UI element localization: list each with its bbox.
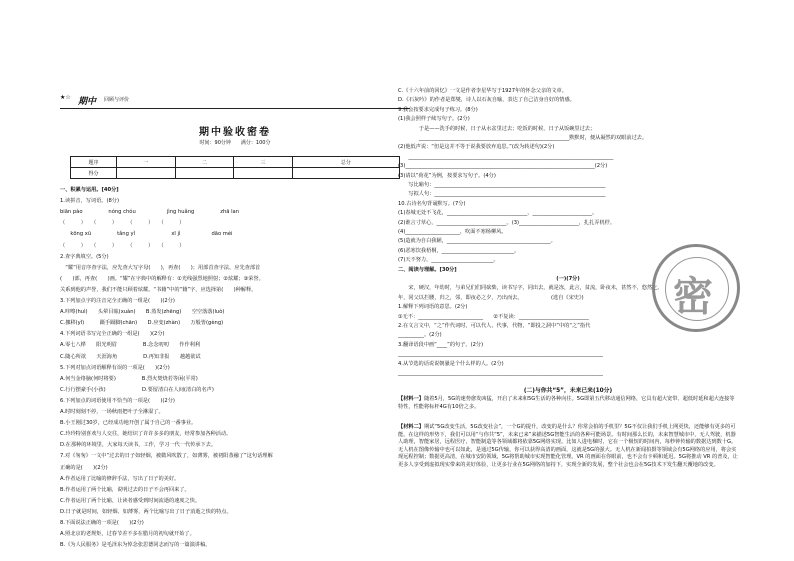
- question-line: B.作者运用了两个比喻，说明过去的日子不会再回来了。: [60, 486, 190, 493]
- question-line: 8.下面说法正确的一项是( )(2分): [60, 520, 144, 526]
- score-input[interactable]: [234, 168, 293, 179]
- section-heading: 一、积累与运用。[40分]: [60, 187, 119, 193]
- question-line: 1.读拼音，写词语。(8分): [60, 198, 119, 205]
- question-line: A.何当金络脑(何时将要) B.烈火焚烧若等闲(平常): [60, 375, 198, 382]
- question-line: C.随心所欲 天涯海角 D.再知非报 越越欲试: [60, 353, 201, 360]
- table-row: [71, 157, 400, 168]
- seal-character: 密: [673, 273, 713, 320]
- question-line: ( )部，再查( )画。“耀”在字典中的解释有：①光线强烈地照射；②炫耀；③荣誉。: [60, 275, 264, 282]
- question-line: biān pào nóng chóu jìng huǎng zhā lan: [60, 209, 239, 216]
- question-line: 关系到他的声誉，我们不能只顾着炫耀。“书籍”中的“籍”字，应选择第( )种解释。: [60, 286, 257, 293]
- table-cell: 二: [175, 157, 234, 168]
- question-line: 3.翻译语段中画“____”的句子。(2分): [398, 341, 484, 348]
- question-line: C.玲玲特别喜欢与人交往，她结识了许许多多的朋友，经常参加各种活动。: [60, 431, 232, 438]
- table-row: [71, 168, 400, 179]
- material-two-text: 期试“5G改变生活，5G改变社会”，一个G的提升，改变的是什么？你常会拍的手机里？5G不仅让我们手机上网更快，还能够有更多的可能。在这样的形势下，我们可以用“与你共“5”，未来已来”来描述5G智能生活的各种可能场景。有时间那么长的，未来智慧城市中，无人驾驶，机器人助理，智能家居，远程医疗，智能制造等各领域都将依靠5G网络实现。比如人进电梯时，它在一个极短的时间内，每秒钟传输的数据达到数十G。无人机在图像传输中也可以如此，是通过5G传输，你可以获得高清的画面，这就是5G的强大。无人机在新闻拍摄等领域会有5G网络的应用，将会实现远程控制；数据更高清，在城市安防领域，5G将帮助城市实现智能化管理。VR 的画面在你眼前，也不会有卡顿和延迟。5G将推动 VR 的普及，让更多人享受到虚拟现实带来的美好体验，让更多行业在5G网络的加持下，实现全新的发展，整个社会也会在5G技术下发生翻天覆地的改变。: [398, 424, 738, 468]
- stars-icon: ★☆: [60, 94, 71, 101]
- question-line: B.小王刚过30岁，已经成功地开创了属于自己的一番事业。: [60, 420, 197, 427]
- question-line: __________________________________________________________默默时，便从凝然的双眼前过去。: [398, 135, 648, 141]
- question-line: __________。(2分): [398, 332, 442, 339]
- question-line: 正确的是( )(2分): [60, 464, 108, 471]
- question-line: 4.从节选的话说说朝骚是个什么样的人。(2分): [398, 360, 504, 367]
- score-input[interactable]: [175, 168, 234, 179]
- question-line: D.《石灰吟》的作者是郑燮，诗人以石灰自喻，表达了自己洁身自好的情感。: [398, 97, 575, 104]
- table-cell: 题序: [71, 157, 117, 168]
- material-two: [398, 424, 738, 470]
- question-line: (1)我会照样子续写句子。(2分): [398, 116, 470, 123]
- question-line: (1)春城无处不飞花，_______________________________，_______________________。: [398, 210, 598, 217]
- table-cell: 一: [117, 157, 176, 168]
- material-two-label: 【材料二】: [398, 424, 424, 430]
- question-line: 年，同父以拦腰，归之，邻，即夜必之夕，乃出而去。 (选自《宋史》): [398, 294, 584, 301]
- question-line: 写拟人句：__________________________________________________________________: [398, 191, 606, 198]
- question-line: 3.下列加点字的注音完全正确的一组是( )(2分): [60, 298, 175, 304]
- question-line: _______________________________________________________________________________: [398, 153, 614, 160]
- question-line: （ ） （ ） （ ） （ ）: [60, 242, 185, 249]
- question-line: A.作者运用了比喻的修辞手法，写出了日子的美好。: [60, 475, 180, 482]
- score-input[interactable]: [292, 168, 399, 179]
- question-line: A.咔嚓(huì) 头晕目眩(xuàn) B.蒸发(zhēng) 空空落落(luò): [60, 309, 225, 316]
- question-line: 2.在文言文中，“之”作代词时，可以代人，代事，代物，“即投之洞中”中的“之”指代: [398, 323, 591, 329]
- question-line: 1.解释下列词语的意思。(2分): [398, 304, 468, 311]
- header-subtitle: 回顾与评价: [104, 97, 130, 103]
- section-heading: 二、阅读与理解。[30分]: [398, 266, 457, 273]
- page-title: 期中验收密卷: [199, 127, 271, 138]
- question-line: (3)_________________________________________________________________________(2分): [398, 163, 608, 170]
- question-line: C.挪移(yǐ) 蹑手蹑脚(chān) D.应变(zhàn) 万般皆(gèng): [60, 320, 224, 327]
- question-line: (6)恶寒饮我梧桐，____________________________。: [398, 247, 520, 254]
- table-cell: 得分: [71, 168, 117, 179]
- question-line: B.《为人民服务》是毛泽东为悼念张思德同志而写的一篇演讲稿。: [60, 542, 211, 549]
- material-one-text: 随着5月，5G的速势愈发凶猛，开启了未来和5G生活的各种向往。5G即第五代移动通信网络，它具有超大宽带、超低时延和超大连接等特性，性能将标杆4G有10倍之多。: [398, 396, 735, 410]
- question-line: 4.下列词语书写完全正确的一组是( )(2分): [60, 331, 165, 338]
- header-band: [60, 93, 190, 107]
- seal-stamp: [652, 244, 740, 332]
- table-cell: 三: [234, 157, 293, 168]
- question-line: C.作者运用了两个比喻，让读者感受到时间流逝的速度之快。: [60, 497, 201, 504]
- question-line: 6.下列加点的词语使用不恰当的一项是( )(2分): [60, 397, 175, 404]
- header-logo: 期中: [78, 97, 97, 107]
- question-line: 9.我会按要求完成句子练习。(8分): [398, 106, 478, 113]
- question-line: _______________________________________________________________________________: [398, 370, 603, 376]
- score-input[interactable]: [117, 168, 176, 179]
- material-one-label: 【材料一】: [398, 396, 424, 402]
- header-divider: [60, 108, 410, 109]
- question-line: (2)他低声说：“但是这并不等于说我要放弃追思。”(改为转述句)(2分): [398, 144, 555, 151]
- question-line: ①无不：_________________________ ②不复读：___________________________: [398, 313, 589, 320]
- question-line: C.行行摆豪手(小孩) D.要留清白在人间(清白的名声): [60, 386, 214, 393]
- question-line: A.零七八桦 阳光明眉 B.念念叨叨 作作利利: [60, 342, 201, 349]
- question-line: 2.查字典填空。(5分): [60, 253, 109, 260]
- question-line: _______________________________________________________________________________: [398, 351, 603, 358]
- section-heading: (一)(7分): [556, 276, 580, 282]
- question-line: (4)_____________________，吹面不寒杨柳风。: [398, 229, 507, 235]
- question-line: 于是——洗手的时候，日子从水盆里过去；吃饭的时候，日子从饭碗里过去；: [398, 125, 596, 132]
- question-line: “耀”用音序查字法，应先查大写字母( )，再查( )；用部首查字法，应先查部首: [60, 264, 261, 271]
- question-line: A.时时刻刻不停，一场秋雨把叶子全淋湿了。: [60, 409, 164, 415]
- question-line: (2)谁言寸草心，___________________________。(3)_______________________，扎扎弄机杼。: [398, 219, 616, 226]
- question-line: (5)造就为自白我陋，________________________________________。: [398, 238, 556, 245]
- question-line: 10.古诗名句背诵默写。(7分): [398, 200, 466, 207]
- question-line: A.照北京的老规矩，过春节差不多在腊月的初旬就开始了。: [60, 531, 195, 538]
- question-line: D.在那种的环境里，大家每天读书，工作，学习一代一代传承下去。: [60, 442, 217, 449]
- question-line: 5.下列对加点词语解释有误的一项是( )(2分): [60, 364, 170, 371]
- question-line: C.《十六年前的回忆》一文是作者李星华写于1927年的怀念父亲的文章。: [398, 88, 567, 94]
- question-line: (7)天不努力，________________________。: [398, 257, 499, 264]
- question-line: 7.对《匆匆》一文中“过去的日子如轻烟，被微风吹散了，如薄雾，被初阳蒸融了”这句话理解: [60, 453, 273, 460]
- question-line: 写比喻句：__________________________________________________________________: [398, 182, 606, 188]
- reading-section-title: (二)与你共“5”，未来已来(10分): [523, 388, 613, 394]
- question-line: D.日子就是时间，如轻烟、如薄雾，两个比喻写出了日子消逝之快的特点。: [60, 508, 232, 515]
- exam-meta: 时间：90分钟 满分：100分: [199, 140, 271, 146]
- question-line: kōng xū tǎng yǐ xī jì dāo mèi: [60, 231, 233, 238]
- question-line: （ ） （ ） （ ） （ ）: [60, 220, 185, 227]
- question-line: (3)请以“荷花”为例，按要求写句子。(4分): [398, 172, 496, 179]
- table-cell: 总分: [292, 157, 399, 168]
- score-table: [70, 156, 400, 179]
- material-one: [398, 396, 738, 411]
- question-line: 宋，硬汉，年幼时，与弟兄们们同砍柴，读书写字，同出去，就是冻，此言，贫流，卧夜未，甚然不，悠然之。: [398, 285, 663, 292]
